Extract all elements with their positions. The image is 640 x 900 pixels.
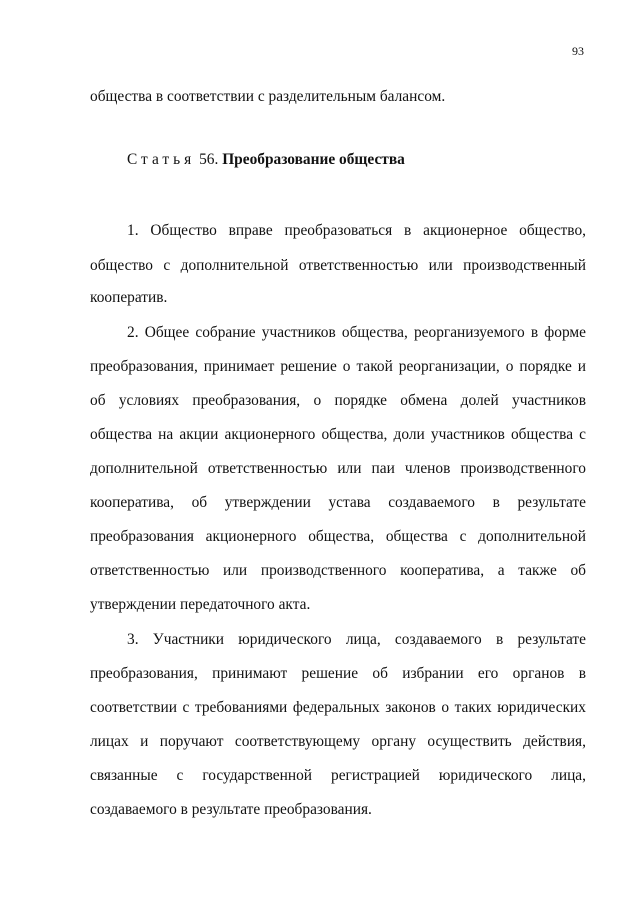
paragraph-line: 2. Общее собрание участников общества, реорганизуемого в форме [127, 324, 586, 341]
paragraph-line: 1. Общество вправе преобразоваться в акционерное общество, [127, 222, 586, 239]
article-number: 56. [199, 151, 219, 168]
paragraph-line: утверждении передаточного акта. [90, 596, 311, 613]
paragraph-line: общества на акции акционерного общества, доли участников общества с [90, 426, 586, 443]
paragraph-line: преобразования, принимают решение об избрании его органов в [90, 665, 586, 682]
paragraph-line: связанные с государственной регистрацией юридического лица, [90, 767, 586, 784]
article-title: Преобразование общества [222, 151, 405, 168]
paragraph-line: 3. Участники юридического лица, создаваемого в результате [127, 631, 586, 648]
paragraph-line: соответствии с требованиями федеральных законов о таких юридических [90, 699, 586, 716]
paragraph-line: ответственностью или производственного кооператива, а также об [90, 562, 586, 579]
paragraph-line: об условиях преобразования, о порядке обмена долей участников [90, 392, 586, 409]
page-number: 93 [572, 44, 584, 58]
article-label: Статья [127, 151, 196, 168]
paragraph-line: кооператив. [90, 289, 168, 306]
paragraph-line: кооператива, об утверждении устава создаваемого в результате [90, 494, 586, 511]
paragraph-line: преобразования, принимает решение о такой реорганизации, о порядке и [90, 358, 586, 375]
paragraph-line: создаваемого в результате преобразования. [90, 801, 372, 818]
article-heading [127, 150, 405, 170]
intro-line: общества в соответствии с разделительным балансом. [90, 88, 446, 105]
paragraph-line: дополнительной ответственностью или паи членов производственного [90, 460, 586, 477]
paragraph-line: общество с дополнительной ответственностью или производственный [90, 257, 586, 274]
paragraph-line: лицах и поручают соответствующему органу осуществить действия, [90, 733, 586, 750]
paragraph-line: преобразования акционерного общества, общества с дополнительной [90, 528, 586, 545]
